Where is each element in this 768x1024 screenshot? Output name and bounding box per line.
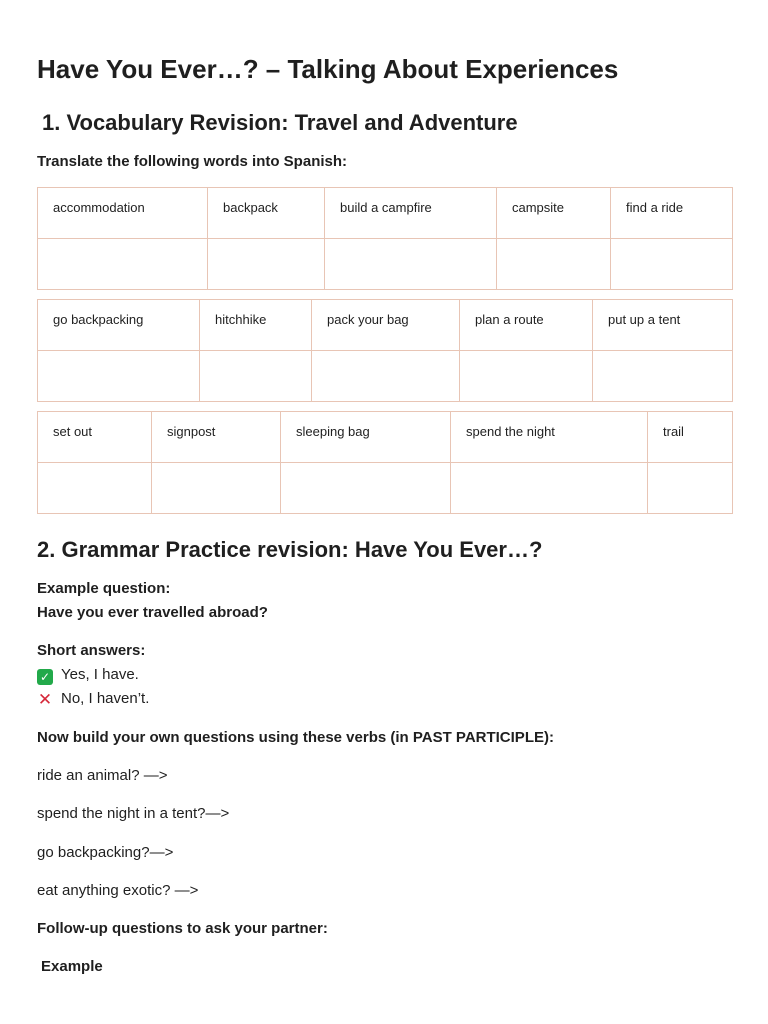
answer-no-text: No, I haven’t. [61,690,150,707]
translate-instruction: Translate the following words into Spanish: [37,153,348,170]
vocab-word: find a ride [611,188,733,239]
vocab-word: go backpacking [38,300,200,351]
vocab-word: put up a tent [593,300,733,351]
vocab-table-2 [37,299,733,402]
translation-cell[interactable] [281,463,451,514]
example-question: Have you ever travelled abroad? [37,604,268,621]
prompt-item: ride an animal? —> [37,767,168,784]
translation-cell[interactable] [497,239,611,290]
example-heading: Example [41,958,103,975]
vocab-word: signpost [152,412,281,463]
translation-cell[interactable] [208,239,325,290]
vocab-table-1 [37,187,733,290]
followup-label: Follow-up questions to ask your partner: [37,920,328,937]
page-title: Have You Ever…? – Talking About Experiences [37,54,619,84]
translation-cell[interactable] [38,239,208,290]
cross-mark-icon: ✕ [37,690,53,709]
translation-cell[interactable] [200,351,312,402]
vocab-table-3 [37,411,733,514]
translation-cell[interactable] [325,239,497,290]
vocab-word: sleeping bag [281,412,451,463]
vocab-word: plan a route [460,300,593,351]
example-question-label: Example question: [37,580,171,597]
vocab-word: backpack [208,188,325,239]
section-1-heading: 1. Vocabulary Revision: Travel and Adventure [42,110,518,135]
answer-yes-text: Yes, I have. [61,666,139,683]
section-2-heading: 2. Grammar Practice revision: Have You Ever…? [37,537,543,562]
prompt-item: spend the night in a tent?—> [37,805,230,822]
vocab-word: set out [38,412,152,463]
translation-cell[interactable] [152,463,281,514]
answer-no [37,690,149,708]
check-mark-icon: ✓ [37,669,53,685]
build-instruction: Now build your own questions using these verbs (in PAST PARTICIPLE): [37,729,554,746]
vocab-word: pack your bag [312,300,460,351]
vocab-word: spend the night [451,412,648,463]
vocab-word: build a campfire [325,188,497,239]
vocab-word: campsite [497,188,611,239]
answer-yes [37,666,139,685]
prompt-item: go backpacking?—> [37,844,174,861]
translation-cell[interactable] [648,463,733,514]
vocab-word: accommodation [38,188,208,239]
translation-cell[interactable] [593,351,733,402]
vocab-word: hitchhike [200,300,312,351]
prompt-item: eat anything exotic? —> [37,882,199,899]
translation-cell[interactable] [460,351,593,402]
translation-cell[interactable] [451,463,648,514]
translation-cell[interactable] [38,351,200,402]
translation-cell[interactable] [38,463,152,514]
short-answers-label: Short answers: [37,642,146,659]
translation-cell[interactable] [611,239,733,290]
translation-cell[interactable] [312,351,460,402]
vocab-word: trail [648,412,733,463]
